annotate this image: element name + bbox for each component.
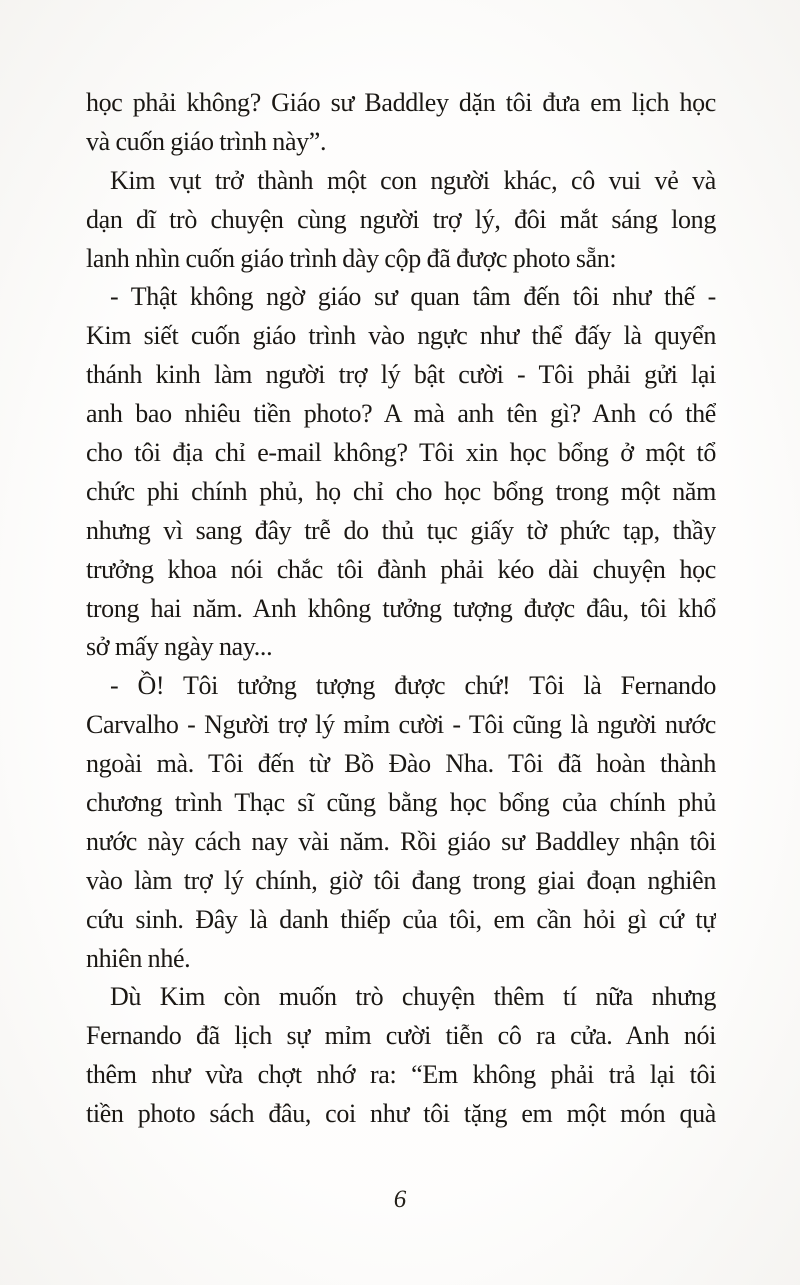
paragraph <box>86 278 716 667</box>
text-line: Dù Kim còn muốn trò chuyện thêm tí nữa nhưng <box>110 982 716 1012</box>
text-line: trong hai năm. Anh không tưởng tượng được đâu, tôi khổ <box>86 593 716 623</box>
text-line: sở mấy ngày nay... <box>86 632 273 662</box>
paragraph <box>86 978 716 1134</box>
text-line: ngoài mà. Tôi đến từ Bồ Đào Nha. Tôi đã hoàn thành <box>86 749 716 779</box>
text-line: cho tôi địa chỉ e-mail không? Tôi xin học bổng ở một tổ <box>86 438 716 468</box>
page-number: 6 <box>393 1186 407 1213</box>
text-line: nước này cách nay vài năm. Rồi giáo sư Baddley nhận tôi <box>86 826 716 856</box>
text-line: Fernando đã lịch sự mỉm cười tiễn cô ra cửa. Anh nói <box>86 1021 716 1051</box>
text-line: - Ồ! Tôi tưởng tượng được chứ! Tôi là Fernando <box>110 671 716 701</box>
paragraph <box>86 84 716 162</box>
text-line: trưởng khoa nói chắc tôi đành phải kéo dài chuyện học <box>86 554 716 584</box>
text-line: lanh nhìn cuốn giáo trình dày cộp đã được photo sẵn: <box>86 243 617 273</box>
text-line: chương trình Thạc sĩ cũng bằng học bổng của chính phủ <box>86 788 716 818</box>
text-line: thêm như vừa chợt nhớ ra: “Em không phải trả lại tôi <box>86 1060 716 1090</box>
text-line: Carvalho - Người trợ lý mỉm cười - Tôi cũng là người nước <box>86 710 716 740</box>
text-line: và cuốn giáo trình này”. <box>86 126 327 156</box>
text-line: nhưng vì sang đây trễ do thủ tục giấy tờ phức tạp, thầy <box>86 515 716 545</box>
text-line: học phải không? Giáo sư Baddley dặn tôi đưa em lịch học <box>86 88 716 117</box>
text-line: - Thật không ngờ giáo sư quan tâm đến tôi như thế - <box>110 282 716 312</box>
paragraph <box>86 667 716 978</box>
text-line: vào làm trợ lý chính, giờ tôi đang trong giai đoạn nghiên <box>86 865 716 895</box>
text-line: anh bao nhiêu tiền photo? A mà anh tên gì? Anh có thể <box>86 399 716 429</box>
text-line: nhiên nhé. <box>86 943 191 973</box>
text-line: dạn dĩ trò chuyện cùng người trợ lý, đôi mắt sáng long <box>86 204 716 234</box>
text-line: Kim vụt trở thành một con người khác, cô vui vẻ và <box>110 165 716 195</box>
text-line: chức phi chính phủ, họ chỉ cho học bổng trong một năm <box>86 476 716 506</box>
paragraph <box>86 162 716 279</box>
body-text <box>86 84 716 1134</box>
text-line: Kim siết cuốn giáo trình vào ngực như thể đấy là quyển <box>86 321 716 351</box>
text-line: cứu sinh. Đây là danh thiếp của tôi, em cần hỏi gì cứ tự <box>86 904 716 934</box>
text-line: tiền photo sách đâu, coi như tôi tặng em một món quà <box>86 1099 716 1129</box>
text-line: thánh kinh làm người trợ lý bật cười - Tôi phải gửi lại <box>86 360 716 390</box>
